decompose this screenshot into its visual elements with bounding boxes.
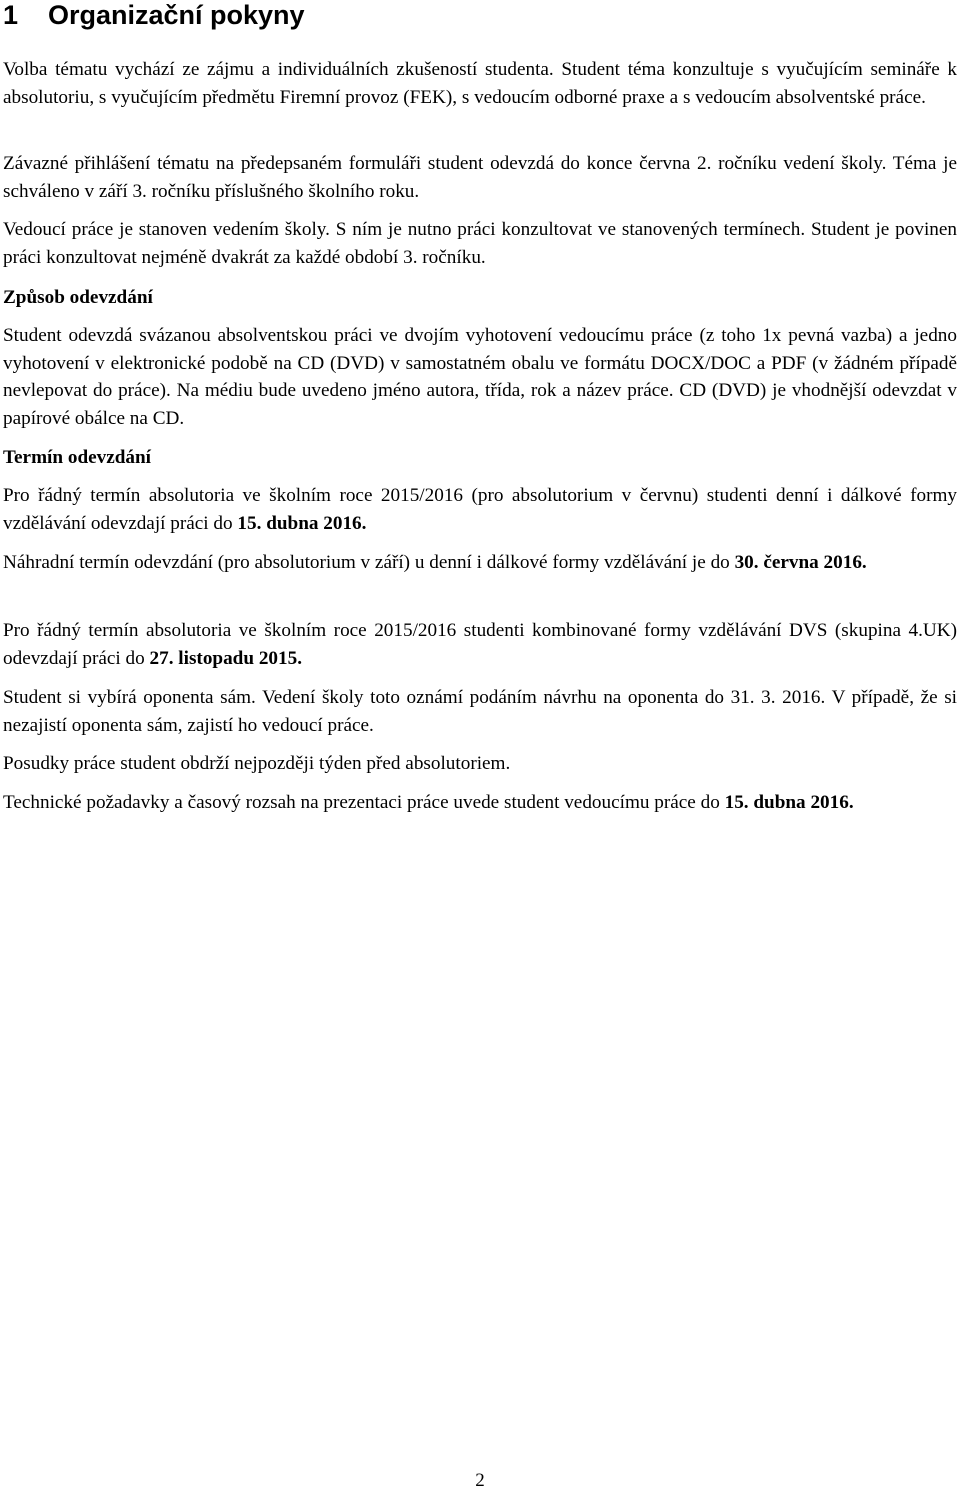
section-heading [3,0,305,32]
section-number: 1 [3,0,19,30]
paragraph-regular-deadline [3,482,957,537]
presentation-date: 15. dubna 2016. [724,792,854,813]
substitute-deadline-date: 30. června 2016. [734,552,867,573]
paragraph-submission-method: Student odevzdá svázanou absolventskou práci ve dvojím vyhotovení vedoucímu práce (z toho 1x pevná vazba) a jedno vyhotovení v elektronické podobě na CD (DVD) v samostatném obalu ve formátu DOCX/DOC a PDF (v žádném případě nevlepovat do práce). Na médiu bude uvedeno jméno autora, třída, rok a název práce. CD (DVD) je vhodnější odevzdat v papírové obálce na CD. [3,325,957,429]
paragraph-combined-deadline [3,617,957,672]
section-title: Organizační pokyny [48,0,305,30]
combined-deadline-date: 27. listopadu 2015. [149,647,302,669]
page-number: 2 [475,1470,485,1491]
regular-deadline-date: 15. dubna 2016. [237,512,367,534]
heading-submission-method: Způsob odevzdání [3,287,153,308]
substitute-deadline-text: Náhradní termín odevzdání (pro absolutorium v září) u denní i dálkové formy vzdělávání je do [3,552,735,573]
combined-deadline-text: Pro řádný termín absolutoria ve školním roce 2015/2016 studenti kombinované formy vzdělávání DVS (skupina 4.UK) odevzdají práci do [3,620,957,669]
heading-submission-deadline: Termín odevzdání [3,447,152,468]
paragraph-topic-registration: Závazné přihlášení tématu na předepsaném formuláři student odevzdá do konce června 2. ročníku vedení školy. Téma je schváleno v září 3. ročníku příslušného školního roku. [3,153,957,202]
paragraph-reviews: Posudky práce student obdrží nejpozději týden před absolutoriem. [3,753,511,774]
paragraph-supervisor: Vedoucí práce je stanoven vedením školy. S ním je nutno práci konzultovat ve stanovených termínech. Student je povinen práci konzultovat nejméně dvakrát za každé období 3. ročníku. [3,219,957,268]
paragraph-substitute-deadline [3,549,957,577]
presentation-text: Technické požadavky a časový rozsah na prezentaci práce uvede student vedoucímu práce do [3,792,725,813]
paragraph-opponent: Student si vybírá oponenta sám. Vedení školy toto oznámí podáním návrhu na oponenta do 31. 3. 2016. V případě, že si nezajistí oponenta sám, zajistí ho vedoucí práce. [3,687,957,736]
paragraph-topic-choice: Volba tématu vychází ze zájmu a individuálních zkušeností studenta. Student téma konzultuje s vyučujícím semináře k absolutoriu, s vyučujícím předmětu Firemní provoz (FEK), s vedoucím odborné praxe a s vedoucím absolventské práce. [3,59,957,108]
paragraph-presentation [3,789,957,817]
regular-deadline-text: Pro řádný termín absolutoria ve školním roce 2015/2016 (pro absolutorium v červnu) studenti denní i dálkové formy vzdělávání odevzdají práci do [3,485,957,534]
